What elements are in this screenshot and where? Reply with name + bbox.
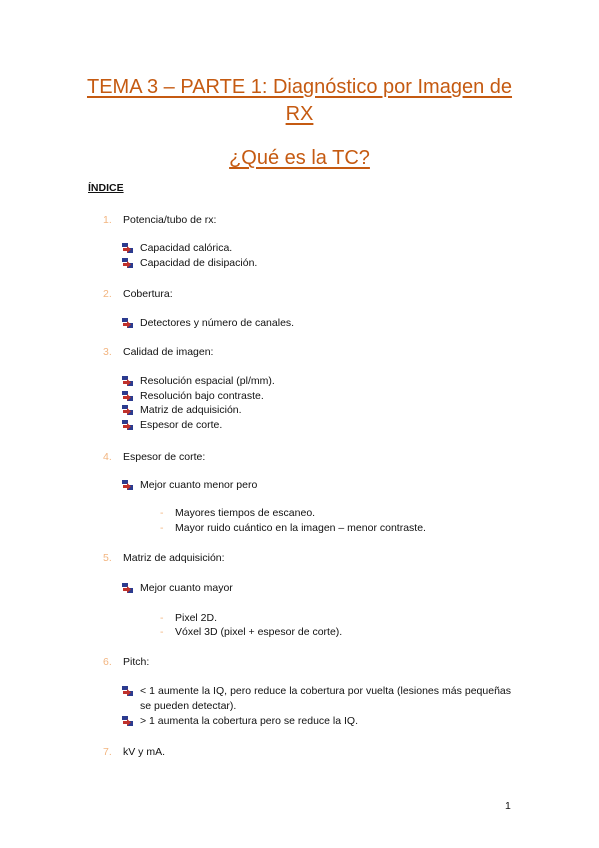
section-title: Calidad de imagen: (123, 346, 214, 358)
section-number: 2. (103, 288, 112, 300)
section-title: Matriz de adquisición: (123, 552, 225, 564)
section-title: Espesor de corte: (123, 451, 206, 463)
section-number: 4. (103, 451, 112, 463)
arrow-bullet-icon (122, 686, 133, 696)
document-subtitle: ¿Qué es la TC? (229, 147, 370, 169)
arrow-bullet-icon (122, 405, 133, 415)
arrow-bullet-icon (122, 716, 133, 726)
page-number: 1 (505, 800, 511, 812)
section-number: 3. (103, 346, 112, 358)
title-line-2: RX (285, 103, 314, 125)
arrow-bullet-icon (122, 480, 133, 490)
arrow-bullet-icon (122, 420, 133, 430)
section-number: 7. (103, 746, 112, 758)
title-line-1: TEMA 3 – PARTE 1: Diagnóstico por Imagen de (86, 76, 513, 98)
document-title (60, 74, 539, 128)
section-title: Pitch: (123, 656, 150, 668)
section-title: Cobertura: (123, 288, 173, 300)
section-title: Potencia/tubo de rx: (123, 214, 217, 226)
section-number: 6. (103, 656, 112, 668)
arrow-bullet-icon (122, 376, 133, 386)
arrow-bullet-icon (122, 583, 133, 593)
arrow-bullet-icon (122, 318, 133, 328)
arrow-bullet-icon (122, 258, 133, 268)
section-number: 5. (103, 552, 112, 564)
arrow-bullet-icon (122, 391, 133, 401)
arrow-bullet-icon (122, 243, 133, 253)
section-number: 1. (103, 214, 112, 226)
section-title: kV y mA. (123, 746, 166, 758)
document-page: TEMA 3 – PARTE 1: Diagnóstico por Imagen de RX ¿Qué es la TC? ÍNDICE 1. Potencia/tubo de rx: Capacidad calórica. Capacidad de disipación. 2. Cobertura: Detectores y número de canales. 3. Calidad de imagen: Resolución espacial (pl/mm). Resolución bajo contraste. Matriz de adquisición. Espesor de corte. 4. Espesor de corte: Mejor cuanto menor pero - Mayores tiempos de escaneo. - Mayor ruido cuántico en la imagen – menor contraste. 5. Matriz de adquisición: Mejor cuanto mayor - Pixel 2D. - Vóxel 3D (pixel + espesor de corte). 6. Pitch: < 1 aumente la IQ, pero reduce la cobertura por vuelta (lesiones más pequeñas se pueden detectar). > 1 aumenta la cobertura pero se reduce la IQ. 7. kV y mA. 1 (0, 0, 599, 848)
index-heading: ÍNDICE (88, 182, 124, 194)
